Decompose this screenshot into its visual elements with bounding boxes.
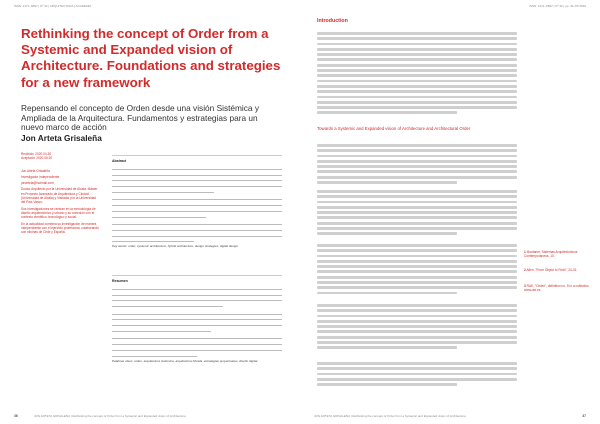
text-line <box>317 111 457 114</box>
text-line <box>317 155 517 158</box>
text-line <box>112 207 282 211</box>
text-line <box>112 303 223 307</box>
text-line <box>317 336 517 339</box>
text-line <box>317 211 517 214</box>
text-line <box>317 149 517 152</box>
section-paragraph-3 <box>317 244 517 297</box>
page-number-left: 36 <box>14 414 18 418</box>
text-line <box>112 171 282 175</box>
text-line <box>317 227 517 230</box>
text-line <box>112 177 282 181</box>
text-line <box>317 58 517 61</box>
text-line <box>317 260 517 263</box>
footnote-3-text: RAE, "Orden", definition no. 5 in a collection www.rae.es <box>524 284 589 293</box>
running-foot-right: JON ARTETA GRISALEÑA | Rethinking the concept of Order from a Systemic and Expanded vision of Architecture <box>314 414 466 418</box>
text-line <box>317 101 517 104</box>
text-line <box>317 206 517 209</box>
footnote-3 <box>524 284 596 292</box>
text-line <box>317 373 517 376</box>
text-line <box>112 196 282 200</box>
intro-paragraph <box>317 32 517 117</box>
footnote-2-number: 2 <box>524 268 526 272</box>
text-line <box>317 383 457 386</box>
text-line <box>317 249 517 252</box>
text-line <box>112 183 282 187</box>
text-line <box>112 238 194 242</box>
resumen-heading: Resumen <box>112 279 128 283</box>
author-bio-1: Doctor Arquitecto por la Universidad de Alcalá. Máster en Proyecto Avanzado de Arquitectura y Ciudad (Universidad de Alcalá) y Visitador por la Universidad del País Vasco. <box>21 187 98 205</box>
text-line <box>112 327 211 331</box>
author-bio-3: En la actualidad combina su investigación de manera independiente con el ejercicio profesional, colaborando con oficinas de Chile y España. <box>21 221 99 235</box>
text-line <box>112 335 282 339</box>
text-line <box>317 378 517 381</box>
text-line <box>112 291 282 295</box>
text-line <box>317 37 517 40</box>
text-line <box>317 53 517 56</box>
text-line <box>317 270 517 273</box>
text-line <box>317 48 517 51</box>
text-line <box>317 286 517 289</box>
page-number-right: 37 <box>582 414 586 418</box>
right-page <box>300 0 600 424</box>
footnote-2-text: Allen, "From Object to Field", 24-31. <box>526 268 578 272</box>
received-date: Recibido: 2020.04.30 <box>21 152 52 156</box>
article-title-spanish: Repensando el concepto de Orden desde una visión Sistémica y Ampliada de la Arquitectura. Fundamentos y estrategias para un nuevo marco de acción <box>21 103 259 133</box>
resumen-divider <box>112 275 282 276</box>
text-line <box>317 176 517 179</box>
text-line <box>112 346 282 350</box>
accepted-date: Aceptado: 2020.06.20 <box>21 156 53 161</box>
intro-heading: Introduction <box>317 18 348 24</box>
text-line <box>112 285 282 289</box>
footnote-2 <box>524 268 596 272</box>
text-line <box>317 74 517 77</box>
text-line <box>317 346 457 349</box>
section-paragraph-4 <box>317 304 517 352</box>
text-line <box>317 85 517 88</box>
section-heading: Towards a Systemic and Expanded vision of Architecture and Architectural Order <box>317 126 471 131</box>
text-line <box>317 309 517 312</box>
section-paragraph-5 <box>317 362 517 388</box>
footnote-1-text: Montaner, Sistemas Arquitectónicos Contemporáneos, 10. <box>524 250 578 259</box>
dates-block <box>21 152 101 161</box>
footnote-3-number: 3 <box>524 284 526 288</box>
author-bio-2: Sus investigaciones se centran en la metodología de diseño arquitectónico y urbano y su conexión con el contexto científico, tecnológico y social. <box>21 206 96 220</box>
text-line <box>317 181 457 184</box>
abstract-keywords: Key words: order, systemic architecture, hybrid architecture, design strategies, digital design. <box>112 244 239 249</box>
author-name-small: Jon Arteta Grisaleña <box>21 168 50 173</box>
abstract-block <box>112 152 282 249</box>
text-line <box>112 202 282 206</box>
article-author: Jon Arteta Grisaleña <box>21 133 102 143</box>
text-line <box>317 96 517 99</box>
text-line <box>317 304 517 307</box>
author-email[interactable]: jonarteta@hotmail.com <box>21 181 54 186</box>
text-line <box>317 64 517 67</box>
abstract-divider <box>112 155 282 156</box>
text-line <box>317 106 517 109</box>
text-line <box>317 315 517 318</box>
section-paragraph-2 <box>317 190 517 238</box>
text-line <box>317 265 517 268</box>
text-line <box>317 201 517 204</box>
text-line <box>317 216 517 219</box>
running-foot-left: JON ARTETA GRISALEÑA | Rethinking the concept of Order from a Systemic and Expanded vision of Architecture <box>34 414 186 418</box>
text-line <box>317 255 517 258</box>
author-metadata <box>21 152 101 236</box>
text-line <box>317 170 517 173</box>
text-line <box>112 189 214 193</box>
text-line <box>317 330 517 333</box>
text-line <box>112 310 282 314</box>
text-line <box>317 281 517 284</box>
text-line <box>112 232 282 236</box>
text-line <box>112 213 206 217</box>
text-line <box>317 43 517 46</box>
text-line <box>112 221 282 225</box>
running-head-right: ISSN: 2171–6897 | Nº 42 | pp. 34–55 2020 <box>529 4 586 8</box>
text-line <box>317 144 517 147</box>
text-line <box>317 165 517 168</box>
text-line <box>317 325 517 328</box>
text-line <box>317 367 517 370</box>
footnote-1 <box>524 250 596 258</box>
text-line <box>317 232 457 235</box>
abstract-heading: Abstract <box>112 159 127 163</box>
text-line <box>317 195 517 198</box>
text-line <box>317 276 517 279</box>
footnote-1-number: 1 <box>524 250 526 254</box>
text-line <box>112 352 197 356</box>
section-paragraph-1 <box>317 144 517 186</box>
text-line <box>317 292 457 295</box>
text-line <box>317 69 517 72</box>
text-line <box>317 80 517 83</box>
text-line <box>112 226 282 230</box>
text-line <box>317 244 517 247</box>
text-line <box>317 190 517 193</box>
resumen-block <box>112 272 282 363</box>
text-line <box>112 297 282 301</box>
text-line <box>317 32 517 35</box>
text-line <box>317 222 517 225</box>
article-title-english: Rethinking the concept of Order from a Systemic and Expanded vision of Architecture. Foundations and strategies for a new framework <box>21 26 281 90</box>
running-head-left: ISSN: 2171–6897 | Nº 42 | ARQUITECTURA | ACADEMIA <box>14 4 92 8</box>
text-line <box>112 341 282 345</box>
text-line <box>317 320 517 323</box>
resumen-keywords: Palabras clave: orden, arquitectura sistémica, arquitectura híbrida, estrategias proyectuales, diseño digital. <box>112 358 258 363</box>
text-line <box>317 160 517 163</box>
text-line <box>317 341 517 344</box>
text-line <box>112 322 282 326</box>
author-affiliation: Investigador independiente <box>21 174 60 179</box>
text-line <box>112 165 282 169</box>
text-line <box>112 316 282 320</box>
text-line <box>317 90 517 93</box>
text-line <box>317 362 517 365</box>
